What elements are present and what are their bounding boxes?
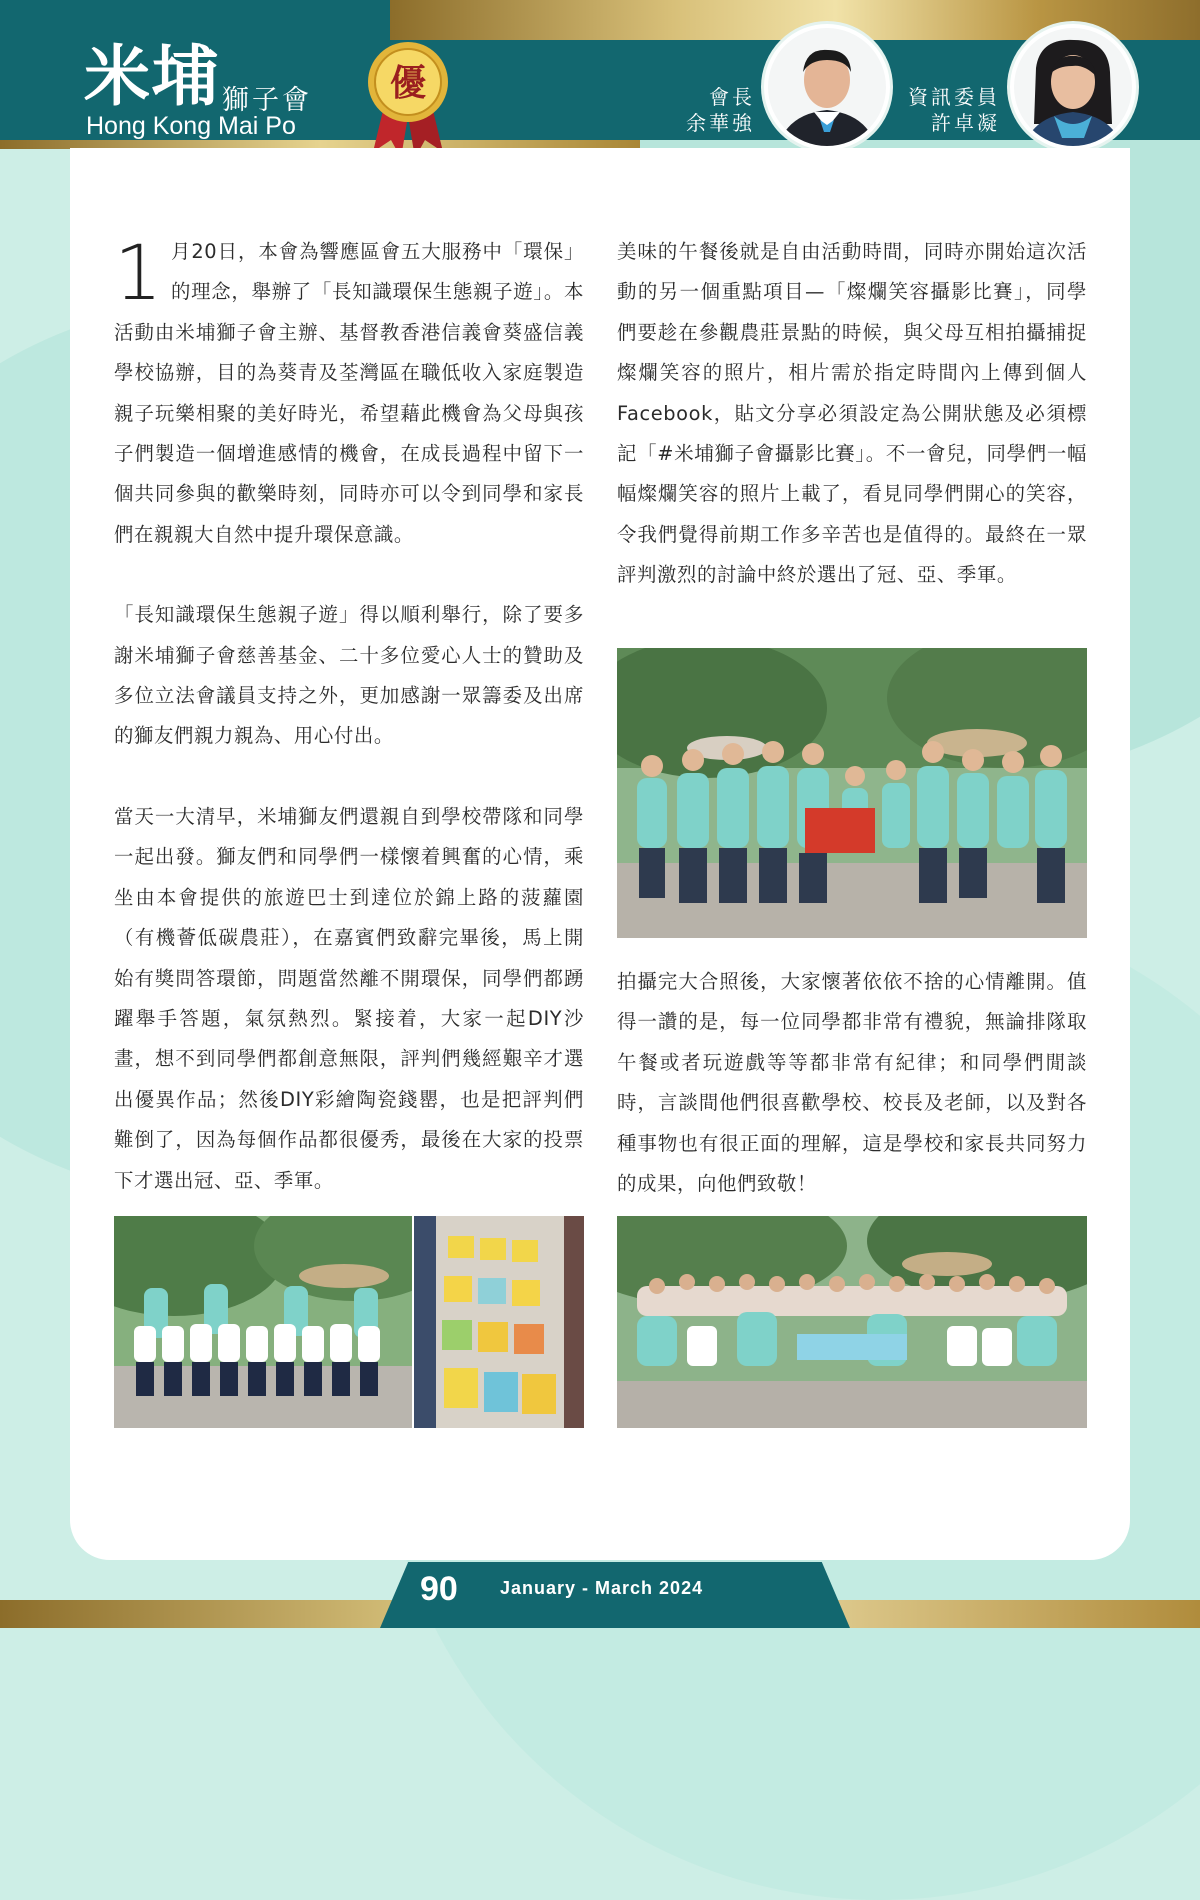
- article-paragraph: 1 月20日，本會為響應區會五大服務中「環保」的理念，舉辦了「長知識環保生態親子遊」。本活動由米埔獅子會主辦、基督教香港信義會葵盛信義學校協辦，目的為葵青及荃灣區在職低收入家庭製造親子玩樂相聚的美好時光，希望藉此機會為父母與孩子們製造一個增進感情的機會，在成長過程中留下一個共同參與的歡樂時刻，同時亦可以令到同學和家長們在親親大自然中提升環保意識。: [114, 228, 584, 546]
- large-group-photo: [617, 1216, 1087, 1428]
- person-photo-icon: [1014, 28, 1132, 146]
- students-photo-icon: [114, 1216, 412, 1428]
- info-officer-name: 許卓凝: [931, 111, 1000, 135]
- article-column-right: [617, 232, 1087, 596]
- president-credit: [650, 84, 755, 136]
- article-paragraph: 拍攝完大合照後，大家懷著依依不捨的心情離開。值得一讚的是，每一位同學都非常有禮貌，無論排隊取午餐或者玩遊戲等等都非常有紀律；和同學們閒談時，言談間他們很喜歡學校、校長及老師，以及對各種事物也有很正面的理解，這是學校和家長共同努力的成果，向他們致敬！: [617, 970, 1087, 1196]
- president-role: 會長: [709, 85, 755, 109]
- article-paragraph: 「長知識環保生態親子遊」得以順利舉行，除了要多謝米埔獅子會慈善基金、二十多位愛心人士的贊助及多位立法會議員支持之外，更加感謝一眾籌委及出席的獅友們親力親為、用心付出。: [114, 603, 584, 748]
- president-name: 余華強: [686, 111, 755, 135]
- sand-art-photo-icon: [414, 1216, 584, 1428]
- article-column-left: [114, 228, 584, 1201]
- info-officer-credit: [880, 84, 1000, 136]
- info-officer-portrait: [1010, 24, 1136, 150]
- club-name-suffix: 獅子會: [222, 85, 312, 116]
- drop-cap: 1: [114, 228, 163, 317]
- sand-art-photo: [414, 1216, 584, 1428]
- info-officer-role: 資訊委員: [908, 85, 1000, 109]
- article-column-right-lower: [617, 962, 1087, 1204]
- badge-text: 優: [389, 62, 427, 104]
- students-photo: [114, 1216, 412, 1428]
- president-portrait: [764, 24, 890, 150]
- article-paragraph: 美味的午餐後就是自由活動時間，同時亦開始這次活動的另一個重點項目—「燦爛笑容攝影比賽」，同學們要趁在參觀農莊景點的時候，與父母互相拍攝捕捉燦爛笑容的照片，相片需於指定時間內上傳到個人Facebook，貼文分享必須設定為公開狀態及必須標記「#米埔獅子會攝影比賽」。不一會兒，同學們一幅幅燦爛笑容的照片上載了，看見同學們開心的笑容，令我們覺得前期工作多辛苦也是值得的。最終在一眾評判激烈的討論中終於選出了冠、亞、季軍。: [617, 240, 1087, 587]
- person-photo-icon: [768, 28, 886, 146]
- page-number: 90: [420, 1570, 458, 1608]
- club-name-en: Hong Kong Mai Po: [86, 112, 296, 140]
- group-photo-icon: [617, 648, 1087, 938]
- award-badge-icon: [365, 40, 451, 160]
- article-paragraph: 當天一大清早，米埔獅友們還親自到學校帶隊和同學一起出發。獅友們和同學們一樣懷着興奮的心情，乘坐由本會提供的旅遊巴士到達位於錦上路的菠蘿園（有機薈低碳農莊），在嘉賓們致辭完畢後，馬上開始有獎問答環節，問題當然離不開環保，同學們都踴躍舉手答題，氣氛熱烈。緊接着，大家一起DIY沙畫，想不到同學們都創意無限，評判們幾經艱辛才選出優異作品；然後DIY彩繪陶瓷錢罌，也是把評判們難倒了，因為每個作品都很優秀，最後在大家的投票下才選出冠、亞、季軍。: [114, 804, 584, 1192]
- large-group-photo-icon: [617, 1216, 1087, 1428]
- issue-date: January - March 2024: [500, 1578, 704, 1598]
- group-photo: [617, 648, 1087, 938]
- club-name-cn: 米埔: [84, 38, 220, 115]
